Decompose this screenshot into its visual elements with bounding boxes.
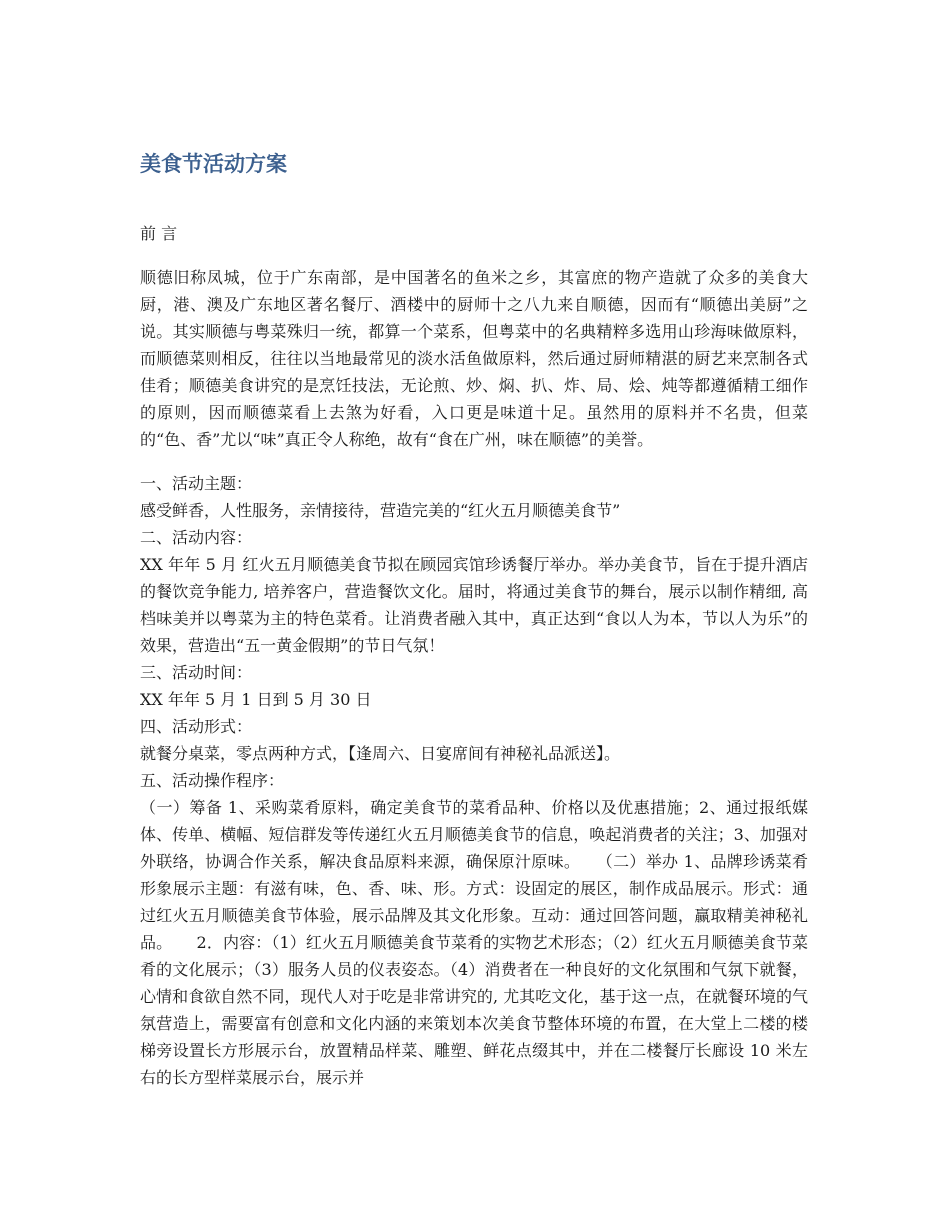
- document-title: 美食节活动方案: [140, 152, 287, 176]
- document-page: [140, 148, 808, 1091]
- section-body-format: 就餐分桌菜，零点两种方式，【逢周六、日宴席间有神秘礼品派送】。: [140, 744, 621, 763]
- section-list: [140, 470, 808, 1091]
- section-heading-procedure: 五、活动操作程序：: [140, 771, 285, 790]
- section-body-time: XX 年年 5 月 1 日到 5 月 30 日: [140, 690, 372, 709]
- section-body-content: XX 年年 5 月 红火五月顺德美食节拟在顾园宾馆珍诱餐厅举办。举办美食节，旨在于提升酒店的餐饮竞争能力, 培养客户，营造餐饮文化。届时，将通过美食节的舞台，展示以制作精细, 高档味美并以粤菜为主的特色菜肴。让消费者融入其中，真正达到“食以人为本，节以人为乐”的效果，营造出“五一黄金假期”的节日气氛！: [140, 555, 808, 655]
- preface-heading: 前 言: [140, 224, 178, 243]
- section-body-theme: 感受鲜香，人性服务，亲情接待，营造完美的“红火五月顺德美食节”: [140, 501, 621, 520]
- section-heading-time: 三、活动时间：: [140, 663, 253, 682]
- intro-paragraph: 顺德旧称凤城，位于广东南部，是中国著名的鱼米之乡，其富庶的物产造就了众多的美食大厨，港、澳及广东地区著名餐厅、酒楼中的厨师十之八九来自顺德，因而有“顺德出美厨”之说。其实顺德与粤菜殊归一统，都算一个菜系，但粤菜中的名典精粹多选用山珍海味做原料，而顺德菜则相反，往往以当地最常见的淡水活鱼做原料，然后通过厨师精湛的厨艺来烹制各式佳肴；顺德美食讲究的是烹饪技法，无论煎、炒、焖、扒、炸、局、烩、炖等都遵循精工细作的原则，因而顺德菜看上去煞为好看，入口更是味道十足。虽然用的原料并不名贵，但菜的“色、香”尤以“味”真正令人称绝，故有“食在广州，味在顺德”的美誉。: [140, 268, 808, 449]
- section-heading-content: 二、活动内容：: [140, 528, 253, 547]
- section-heading-format: 四、活动形式：: [140, 717, 253, 736]
- section-body-procedure: （一）筹备 1、采购菜肴原料，确定美食节的菜肴品种、价格以及优惠措施；2、通过报纸媒体、传单、横幅、短信群发等传递红火五月顺德美食节的信息，唤起消费者的关注；3、加强对外联络，协调合作关系，解决食品原料来源，确保原汁原味。 （二）举办 1、品牌珍诱菜肴形象展示主题：有滋有味，色、香、味、形。方式：设固定的展区，制作成品展示。形式：通过红火五月顺德美食节体验，展示品牌及其文化形象。互动：通过回答问题，赢取精美神秘礼品。 2．内容：（1）红火五月顺德美食节菜肴的实物艺术形态；（2）红火五月顺德美食节菜肴的文化展示；（3）服务人员的仪表姿态。（4）消费者在一种良好的文化氛围和气氛下就餐，心情和食欲自然不同，现代人对于吃是非常讲究的, 尤其吃文化，基于这一点，在就餐环境的气氛营造上，需要富有创意和文化内涵的来策划本次美食节整体环境的布置，在大堂上二楼的楼梯旁设置长方形展示台，放置精品样菜、雕塑、鲜花点缀其中，并在二楼餐厅长廊设 10 米左右的长方型样菜展示台，展示并: [140, 798, 808, 1087]
- section-heading-theme: 一、活动主题：: [140, 474, 253, 493]
